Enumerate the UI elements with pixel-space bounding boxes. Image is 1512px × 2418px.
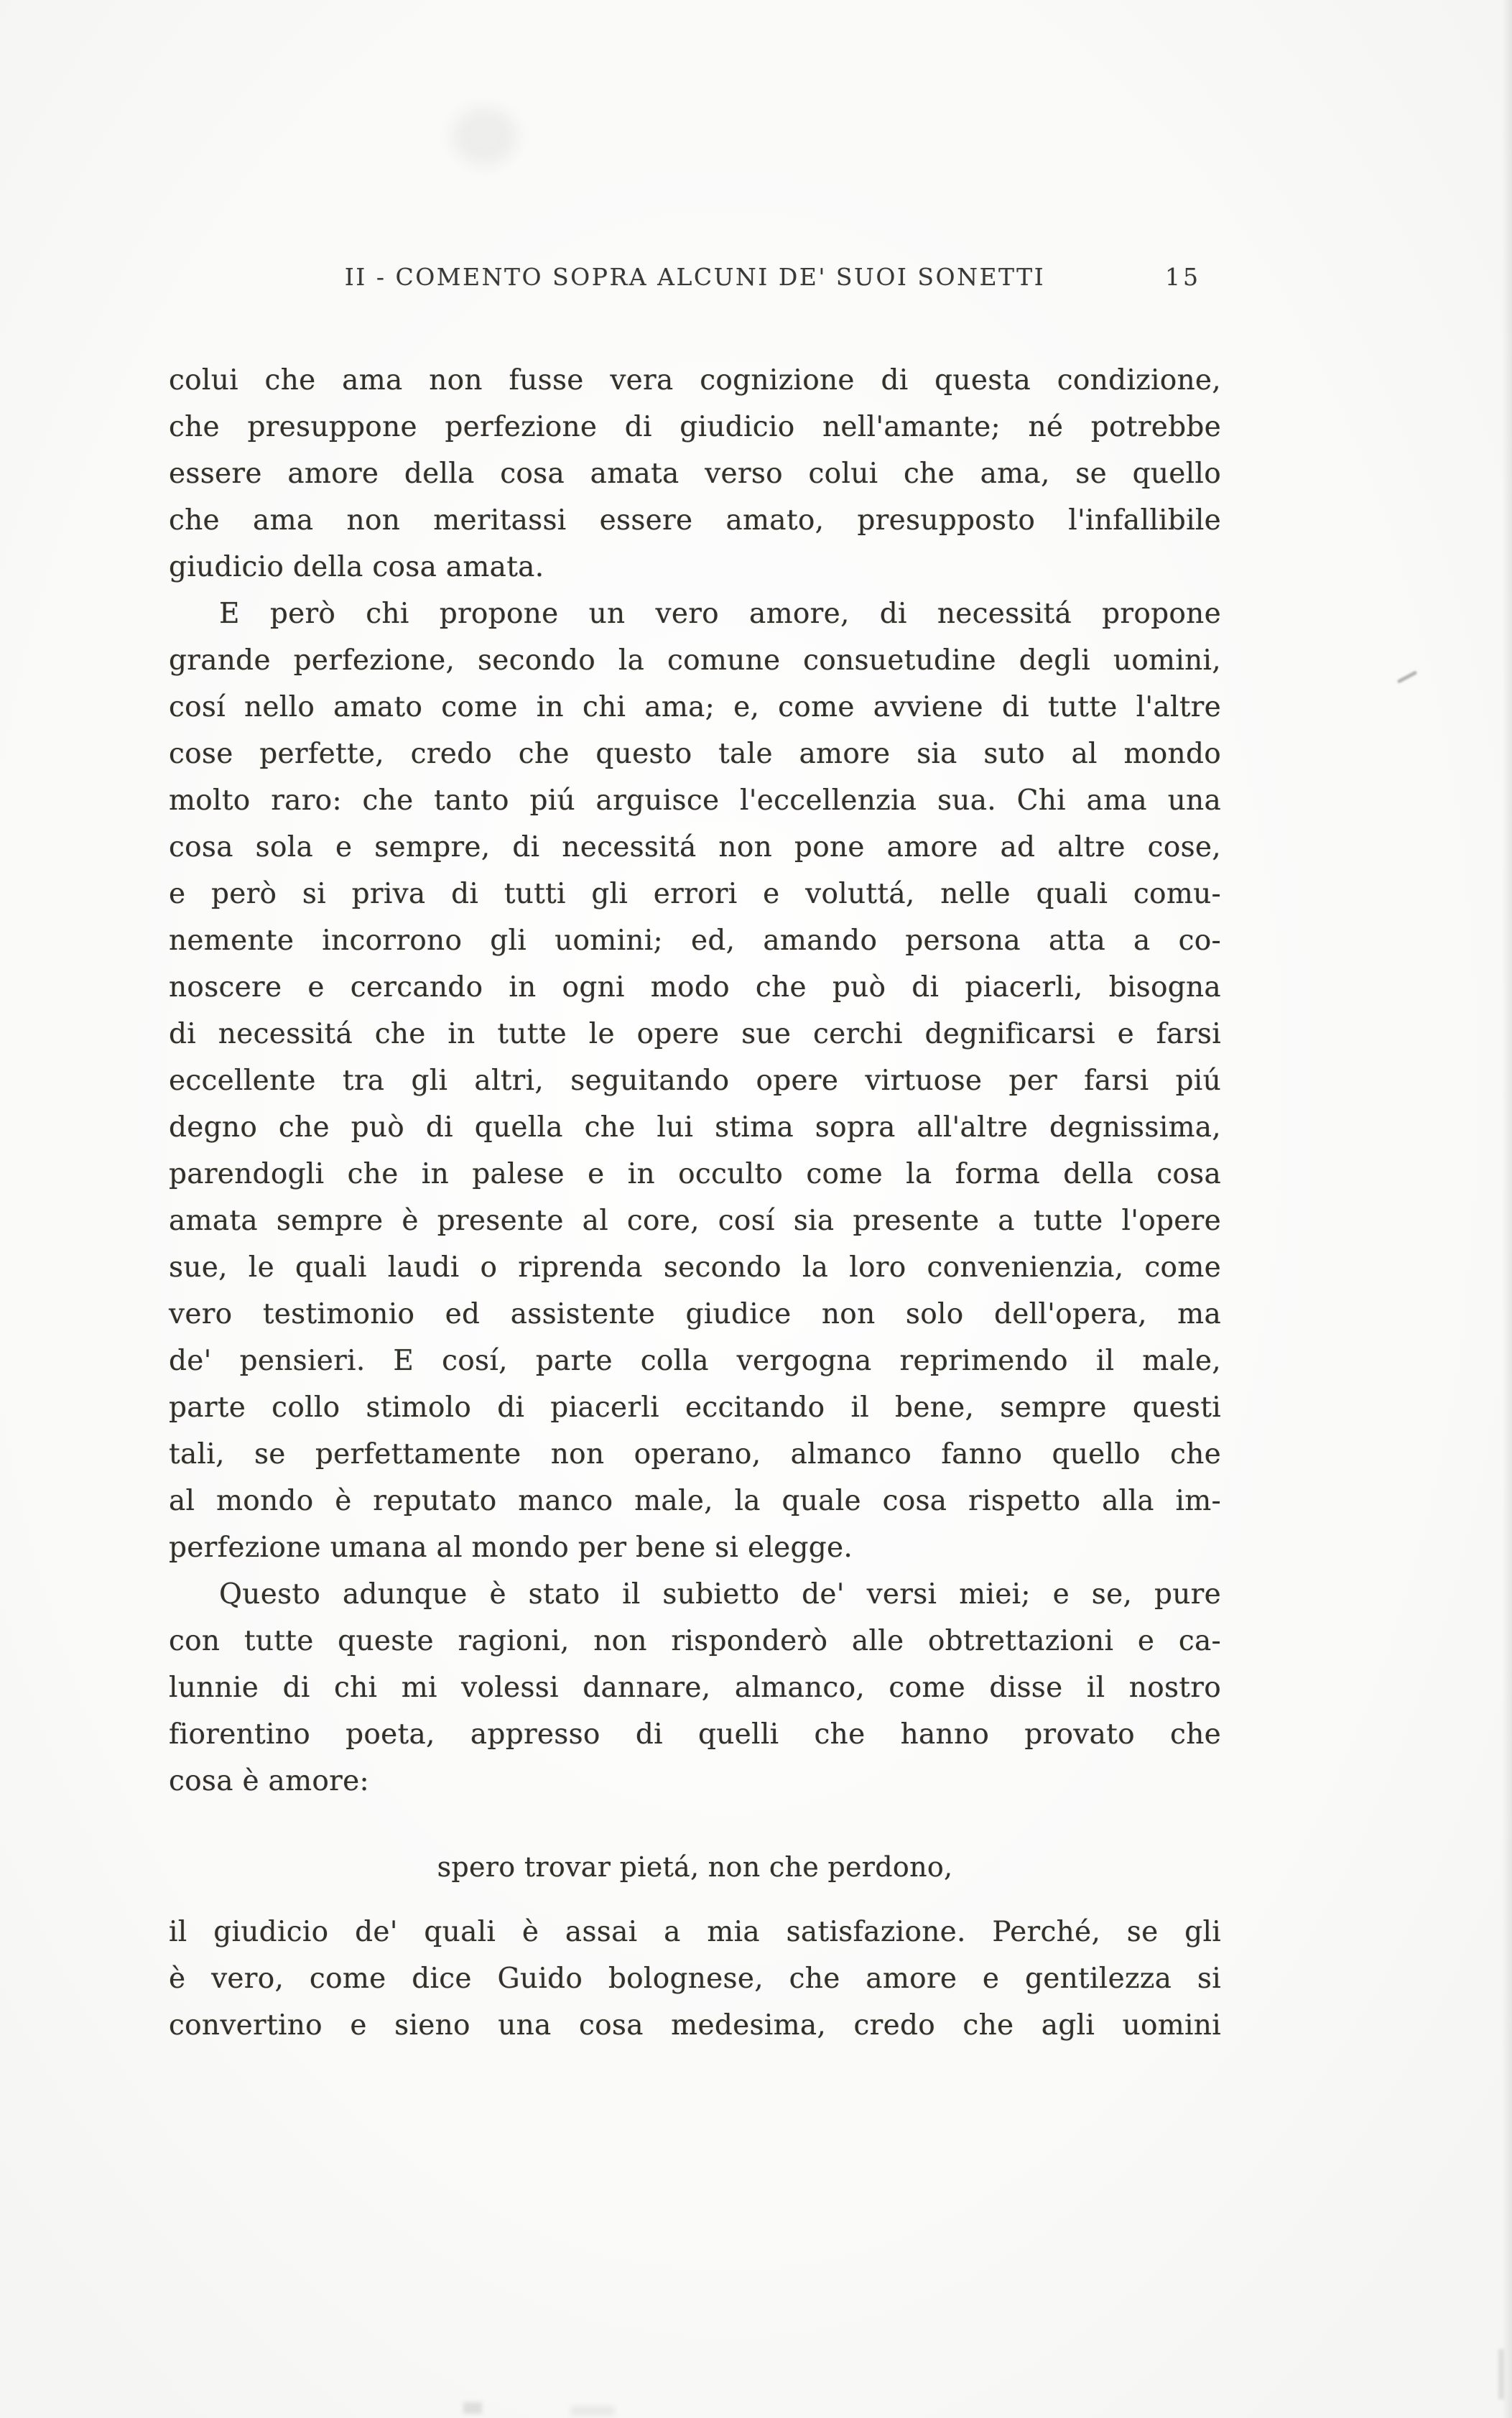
text-line: colui che ama non fusse vera cognizione di questa condizione,: [169, 364, 1221, 397]
text-line: vero testimonio ed assistente giudice non solo dell'opera, ma: [169, 1298, 1221, 1330]
scan-speck: [463, 2402, 482, 2414]
text-line: grande perfezione, secondo la comune consuetudine degli uomini,: [169, 644, 1221, 677]
text-line: parte collo stimolo di piacerli eccitando il bene, sempre questi: [169, 1391, 1221, 1424]
text-line: parendogli che in palese e in occulto come la forma della cosa: [169, 1158, 1221, 1190]
text-line: molto raro: che tanto piú arguisce l'eccellenzia sua. Chi ama una: [169, 784, 1221, 817]
text-line: Questo adunque è stato il subietto de' versi miei; e se, pure: [219, 1578, 1221, 1611]
text-line: e però si priva di tutti gli errori e voluttá, nelle quali comu-: [169, 878, 1221, 910]
text-line: E però chi propone un vero amore, di necessitá propone: [219, 598, 1221, 630]
scan-edge-shade: [1502, 0, 1512, 2418]
text-line: di necessitá che in tutte le opere sue cerchi degnificarsi e farsi: [169, 1018, 1221, 1050]
text-line: cose perfette, credo che questo tale amore sia suto al mondo: [169, 738, 1221, 770]
text-line: eccellente tra gli altri, seguitando opere virtuose per farsi piú: [169, 1065, 1221, 1097]
text-line: fiorentino poeta, appresso di quelli che hanno provato che: [169, 1718, 1221, 1751]
running-head: [169, 263, 1221, 295]
paragraph: [169, 590, 1221, 1571]
text-line: il giudicio de' quali è assai a mia satisfazione. Perché, se gli: [169, 1916, 1221, 1948]
text-line: che ama non meritassi essere amato, presupposto l'infallibile: [169, 504, 1221, 537]
page-number: 15: [1165, 263, 1201, 291]
text-line: con tutte queste ragioni, non risponderò alle obtrettazioni e ca-: [169, 1625, 1221, 1657]
paragraph: [169, 1571, 1221, 1805]
text-line: lunnie di chi mi volessi dannare, almanco, come disse il nostro: [169, 1672, 1221, 1704]
paragraph: [169, 1909, 1221, 2049]
scan-smudge: [453, 108, 517, 165]
scan-speck: [1498, 2349, 1504, 2399]
verse-paragraph: [169, 1844, 1221, 1891]
text-line: degno che può di quella che lui stima sopra all'altre degnissima,: [169, 1111, 1221, 1144]
text-line: noscere e cercando in ogni modo che può di piacerli, bisogna: [169, 971, 1221, 1004]
chapter-title: II - COMENTO SOPRA ALCUNI DE' SUOI SONETTI: [344, 263, 1046, 291]
text-line: convertino e sieno una cosa medesima, credo che agli uomini: [169, 2009, 1221, 2042]
text-line: cosa sola e sempre, di necessitá non pone amore ad altre cose,: [169, 831, 1221, 863]
text-line: cosí nello amato come in chi ama; e, come avviene di tutte l'altre: [169, 691, 1221, 723]
text-line: tali, se perfettamente non operano, almanco fanno quello che: [169, 1438, 1221, 1470]
text-line: de' pensieri. E cosí, parte colla vergogna reprimendo il male,: [169, 1345, 1221, 1377]
text-block: [169, 357, 1221, 2049]
paragraph: [169, 357, 1221, 590]
text-line: è vero, come dice Guido bolognese, che amore e gentilezza si: [169, 1963, 1221, 1995]
text-line: perfezione umana al mondo per bene si elegge.: [169, 1532, 853, 1564]
margin-pen-mark: [1397, 670, 1418, 683]
text-line: spero trovar pietá, non che perdono,: [437, 1851, 953, 1883]
text-line: sue, le quali laudi o riprenda secondo la loro convenienzia, come: [169, 1251, 1221, 1284]
text-line: che presuppone perfezione di giudicio nell'amante; né potrebbe: [169, 411, 1221, 443]
text-line: nemente incorrono gli uomini; ed, amando persona atta a co-: [169, 925, 1221, 957]
text-line: giudicio della cosa amata.: [169, 551, 544, 583]
scan-speck: [571, 2407, 614, 2415]
text-line: essere amore della cosa amata verso colui che ama, se quello: [169, 458, 1221, 490]
text-line: cosa è amore:: [169, 1765, 369, 1797]
text-line: amata sempre è presente al core, cosí sia presente a tutte l'opere: [169, 1205, 1221, 1237]
text-line: al mondo è reputato manco male, la quale cosa rispetto alla im-: [169, 1485, 1221, 1517]
